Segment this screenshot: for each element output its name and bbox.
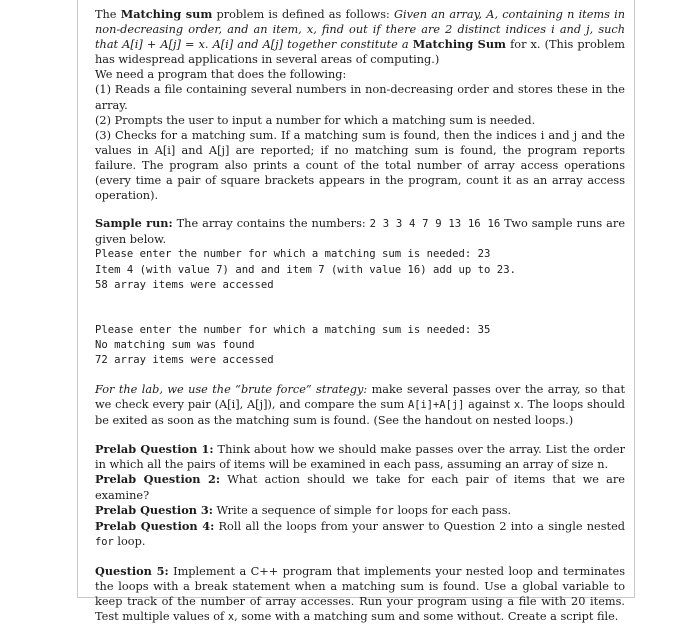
console-line: Please enter the number for which a matching sum is needed: 35 bbox=[95, 323, 491, 336]
prelab-text: Think about how we should make passes over the array. List the order in which all the pairs of items will be examined in each pass, assuming an array of size n. bbox=[95, 443, 625, 472]
lab-note-text-3: . The loops should be exited as soon as the matching sum is found. (See the handout on nested loops.) bbox=[95, 398, 625, 428]
console-line: Item 4 (with value 7) and and item 7 (with value 16) add up to 23. bbox=[95, 263, 516, 276]
prelab-question-4 bbox=[95, 519, 625, 550]
console-line: 72 array items were accessed bbox=[95, 353, 274, 366]
intro-lead-text: The bbox=[95, 8, 121, 21]
problem-name: Matching sum bbox=[120, 7, 213, 21]
intro-tail: for x. (This problem has widespread applications in several areas of computing.) bbox=[95, 38, 626, 67]
sample-run-text: The array contains the numbers: bbox=[172, 217, 370, 231]
lab-note-text-2: against bbox=[464, 398, 514, 412]
prelab-label: Prelab Question 2: bbox=[95, 472, 221, 487]
sample-run-text-2: Two sample runs are given below. bbox=[95, 217, 626, 247]
intro-paragraph bbox=[95, 7, 625, 67]
code-sum-expression: A[i]+A[j] bbox=[408, 399, 465, 412]
lab-note-text: make several passes over the array, so that we check every pair (A[i], A[j]), and compare the sum bbox=[95, 382, 625, 412]
prelab-text: Write a sequence of simple bbox=[212, 503, 376, 517]
code-for: for bbox=[375, 504, 394, 517]
code-x: x bbox=[513, 399, 521, 412]
prelab-label: Prelab Question 3: bbox=[95, 502, 213, 517]
console-line: No matching sum was found bbox=[95, 338, 255, 351]
sample-array-numbers: 2 3 3 4 7 9 13 16 16 bbox=[369, 218, 501, 231]
prelab-label: Prelab Question 1: bbox=[95, 442, 214, 457]
intro-lead-text-2: problem is defined as follows: bbox=[212, 8, 394, 21]
question-5-label: Question 5: bbox=[95, 563, 169, 578]
requirement-item-3: (3) Checks for a matching sum. If a matching sum is found, then the indices i and j and the values in A[i] and A[j] are reported; if no matching sum is found, the program reports failure. The program also prints a count of the total number of array access operations (every time a pair of square brackets appears in the program, count it as an array access operation). bbox=[95, 128, 625, 203]
document-body bbox=[95, 7, 625, 625]
sample-run-intro bbox=[95, 216, 625, 247]
question-5-text-2: , some with a matching sum and some without. Create a script file. bbox=[234, 610, 619, 624]
prelab-question-2 bbox=[95, 472, 625, 502]
prelab-question-3 bbox=[95, 503, 625, 519]
console-line: Please enter the number for which a matching sum is needed: 23 bbox=[95, 248, 491, 261]
prelab-label: Prelab Question 4: bbox=[95, 518, 215, 533]
sample-run-label: Sample run: bbox=[95, 216, 173, 231]
term-matching-sum: Matching Sum bbox=[412, 37, 506, 52]
sample-run-1 bbox=[95, 247, 625, 292]
prelab-text-2: loops for each pass. bbox=[393, 503, 512, 517]
requirement-item-1: (1) Reads a file containing several numbers in non-decreasing order and stores these in the array. bbox=[95, 83, 625, 112]
requirement-item-2: (2) Prompts the user to input a number for which a matching sum is needed. bbox=[95, 113, 536, 127]
console-line: 58 array items were accessed bbox=[95, 278, 274, 291]
requirements-heading: We need a program that does the following: bbox=[95, 68, 347, 82]
sample-run-2 bbox=[95, 323, 625, 368]
prelab-question-1 bbox=[95, 442, 625, 472]
code-x: x bbox=[227, 611, 235, 624]
prelab-text: What action should we take for each pair of items that we are examine? bbox=[95, 473, 625, 502]
question-5-text: Implement a C++ program that implements your nested loop and terminates the loops with a break statement when a matching sum is found. Use a global variable to keep track of the number of array accesses. Run your program using a file with 20 items. Test multiple values of bbox=[95, 564, 625, 624]
problem-definition: Given an array, A, containing n items in non-decreasing order, and an item, x, find out if there are 2 distinct indices i and j, such that A[i] + A[j] = x. A[i] and A[j] together constitute a bbox=[95, 8, 625, 52]
prelab-text: Roll all the loops from your answer to Question 2 into a single nested bbox=[214, 519, 625, 533]
lab-note-italic: For the lab, we use the “brute force” strategy: bbox=[95, 382, 368, 396]
code-for: for bbox=[95, 535, 114, 548]
prelab-text-2: loop. bbox=[113, 534, 146, 548]
lab-strategy-note bbox=[95, 382, 625, 428]
question-5 bbox=[95, 564, 625, 625]
